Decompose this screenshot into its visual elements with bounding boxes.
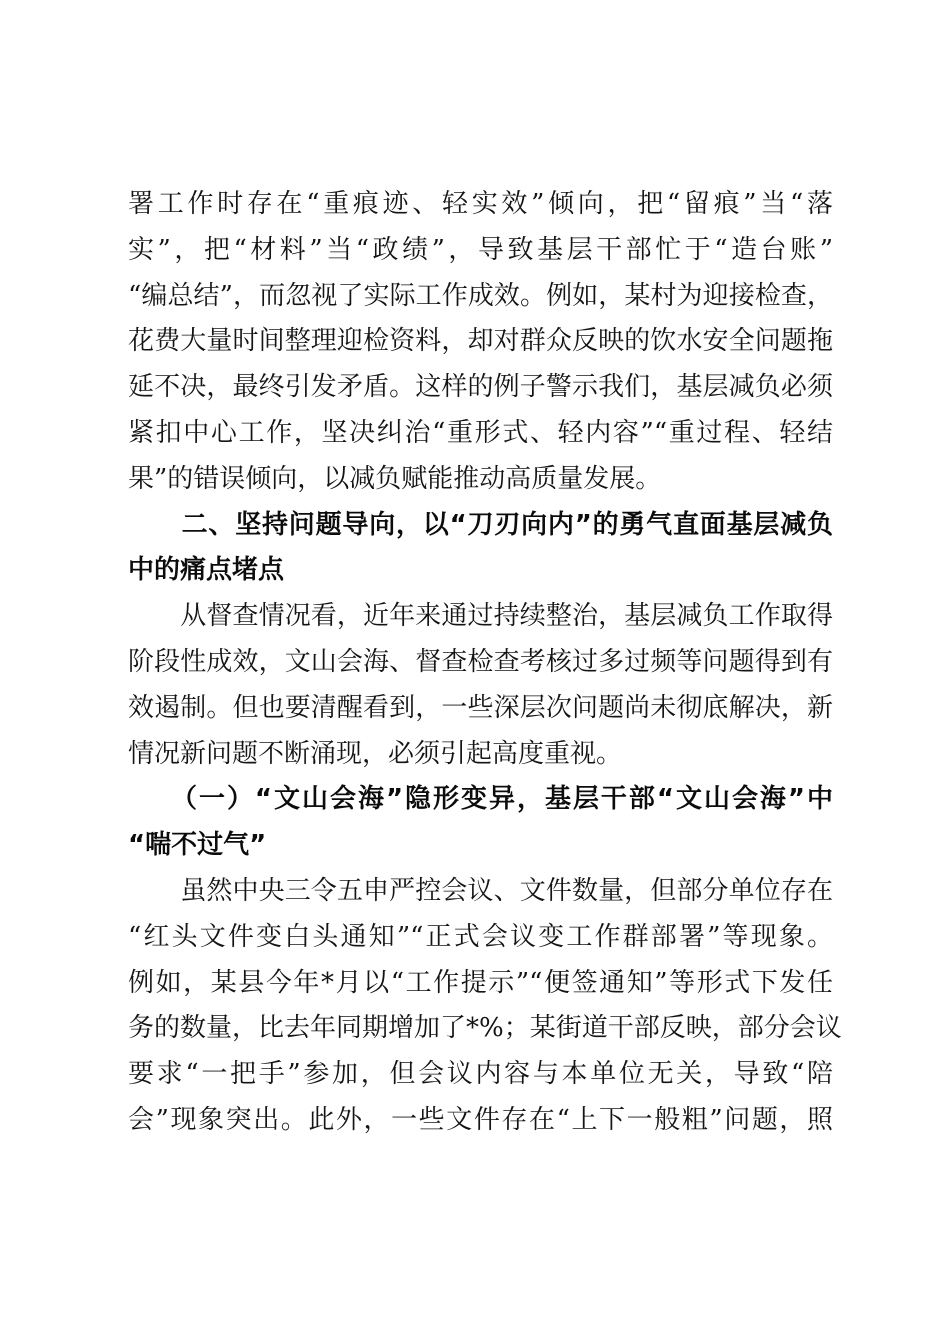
body-line: 花费大量时间整理迎检资料，却对群众反映的饮水安全问题拖 (128, 326, 833, 357)
body-line: 署工作时存在“重痕迹、轻实效”倾向，把“留痕”当“落 (128, 189, 833, 219)
body-line: 从督查情况看，近年来通过持续整治，基层减负工作取得 (128, 601, 833, 632)
body-line: “编总结”，而忽视了实际工作成效。例如，某村为迎接检查， (128, 280, 833, 311)
body-line: 务的数量，比去年同期增加了*%；某街道干部反映，部分会议 (128, 1013, 842, 1044)
body-line: 情况新问题不断涌现，必须引起高度重视。 (128, 738, 623, 769)
subsection-heading: （一）“文山会海”隐形变异，基层干部“文山会海”中 (128, 784, 833, 815)
body-line: 阶段性成效，文山会海、督查检查考核过多过频等问题得到有 (128, 646, 833, 677)
subsection-heading: “喘不过气” (128, 830, 267, 861)
body-line: 虽然中央三令五申严控会议、文件数量，但部分单位存在 (128, 875, 833, 906)
document-body (128, 182, 842, 1144)
body-line: 延不决，最终引发矛盾。这样的例子警示我们，基层减负必须 (128, 372, 833, 403)
body-line: 会”现象突出。此外，一些文件存在“上下一般粗”问题，照 (128, 1104, 833, 1135)
body-line: 要求“一把手”参加，但会议内容与本单位无关，导致“陪 (128, 1059, 833, 1090)
body-line: “红头文件变白头通知”“正式会议变工作群部署”等现象。 (128, 921, 833, 952)
body-line: 效遏制。但也要清醒看到，一些深层次问题尚未彻底解决，新 (128, 692, 833, 723)
body-line: 例如，某县今年*月以“工作提示”“便签通知”等形式下发任 (128, 967, 833, 998)
body-line: 实”，把“材料”当“政绩”，导致基层干部忙于“造台账” (128, 234, 833, 265)
section-heading: 二、坚持问题导向，以“刀刃向内”的勇气直面基层减负 (128, 509, 833, 540)
section-heading: 中的痛点堵点 (128, 555, 285, 586)
body-line: 果”的错误倾向，以减负赋能推动高质量发展。 (128, 463, 662, 494)
body-line: 紧扣中心工作，坚决纠治“重形式、轻内容”“重过程、轻结 (128, 417, 833, 448)
